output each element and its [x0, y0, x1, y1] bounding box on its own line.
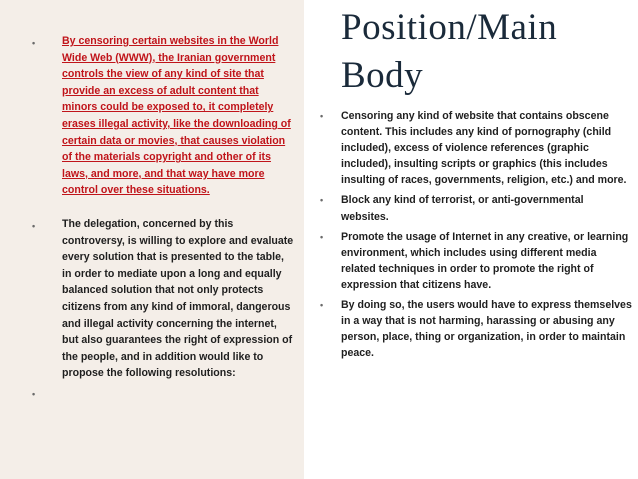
resolution-censor-obscene — [320, 108, 632, 188]
bullet-dot-icon: • — [320, 111, 324, 121]
bullet-dot-icon: • — [320, 300, 324, 311]
bullet-empty — [32, 384, 294, 398]
bullet-text: By doing so, the users would have to express themselves in a way that is not harming, harassing or abusing any person, place, thing or organization, in order to maintain peace. — [341, 299, 632, 360]
bullet-text: The delegation, concerned by this controversy, is willing to explore and evaluate every solution that is presented to the table, in order to mediate upon a long and equally balanced solution that not only protects citizens from any kind of immoral, dangerous and illegal activity concerning the internet, but also guarantees the right of expression of the people, and in addition would like to propose the following resolutions: — [62, 217, 294, 380]
bullet-text: Censoring any kind of website that contains obscene content. This includes any kind of pornography (child included), excess of violence references (graphic included), insulting scripts or graphics (this includes insulting of races, governments, religion, etc.) and more. — [341, 110, 627, 187]
resolution-promote-internet — [320, 229, 632, 293]
bullet-dot-icon: • — [32, 388, 36, 399]
bullet-dot-icon: • — [32, 220, 36, 231]
bullet-text: By censoring certain websites in the World Wide Web (WWW), the Iranian government controls the view of any kind of site that provide an excess of adult content that minors could be exposed to, it completely erases illegal activity, like the downloading of certain data or movies, that causes violation of the materials copyright and other of its laws, and more, and that way have more control over these situations. — [62, 35, 291, 197]
bullet-dot-icon: • — [320, 195, 324, 206]
bullet-dot-icon: • — [32, 38, 36, 48]
bullet-censoring-rationale — [32, 33, 294, 199]
bullet-text: Promote the usage of Internet in any creative, or learning environment, which includes using different media related techniques in order to promote the right of expression that citizens have. — [341, 230, 629, 291]
left-column — [0, 0, 304, 479]
slide-title: Position/Main Body — [341, 7, 558, 96]
resolution-bullet-list — [320, 108, 632, 365]
bullet-dot-icon: • — [320, 231, 324, 242]
bullet-delegation-position — [32, 216, 294, 382]
resolution-maintain-peace — [320, 297, 632, 361]
bullet-text: Block any kind of terrorist, or anti-governmental websites. — [341, 194, 584, 223]
resolution-block-terrorist — [320, 192, 632, 224]
left-bullet-list — [32, 33, 294, 398]
